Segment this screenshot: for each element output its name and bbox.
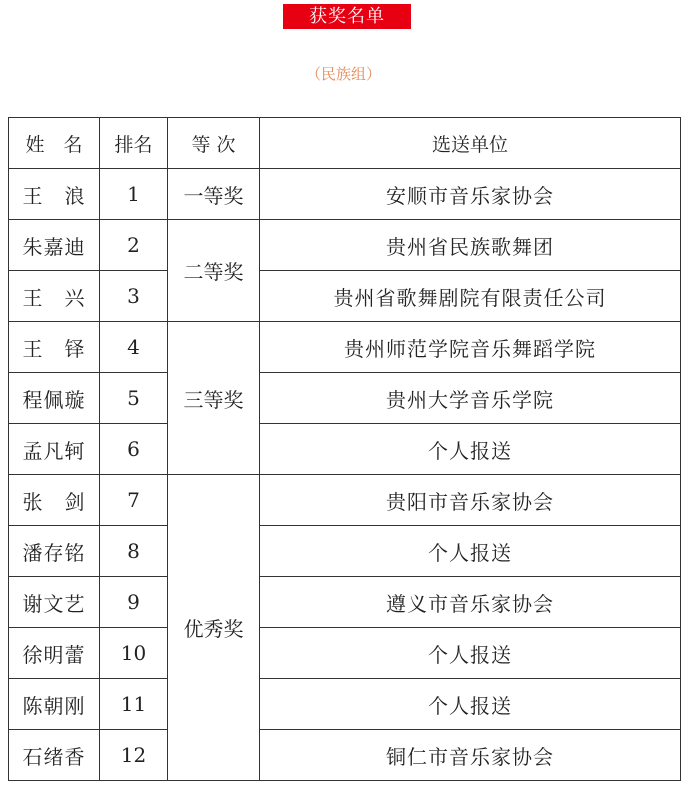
table-row — [9, 322, 681, 373]
rank-cell: 7 — [100, 475, 168, 526]
rank-cell: 10 — [100, 628, 168, 679]
name-cell: 孟凡轲 — [9, 424, 100, 475]
grade-cell-second: 二等奖 — [168, 220, 260, 322]
unit-cell: 贵州省歌舞剧院有限责任公司 — [260, 271, 681, 322]
name-cell: 王 铎 — [9, 322, 100, 373]
table-row — [9, 577, 681, 628]
table-header-row — [9, 118, 681, 169]
name-cell: 潘存铭 — [9, 526, 100, 577]
grade-cell-excellent: 优秀奖 — [168, 475, 260, 781]
column-header-rank: 排名 — [100, 118, 168, 169]
unit-cell: 个人报送 — [260, 424, 681, 475]
rank-cell: 6 — [100, 424, 168, 475]
name-cell: 石绪香 — [9, 730, 100, 781]
unit-cell: 贵州大学音乐学院 — [260, 373, 681, 424]
rank-cell: 9 — [100, 577, 168, 628]
page-title: 获奖名单 — [283, 4, 411, 29]
name-cell: 程佩璇 — [9, 373, 100, 424]
table-row — [9, 169, 681, 220]
name-cell: 王 兴 — [9, 271, 100, 322]
rank-cell: 12 — [100, 730, 168, 781]
name-cell: 王 浪 — [9, 169, 100, 220]
table-row — [9, 730, 681, 781]
column-header-unit: 选送单位 — [260, 118, 681, 169]
table-row — [9, 679, 681, 730]
rank-cell: 11 — [100, 679, 168, 730]
unit-cell: 遵义市音乐家协会 — [260, 577, 681, 628]
table-row — [9, 424, 681, 475]
name-cell: 陈朝刚 — [9, 679, 100, 730]
unit-cell: 个人报送 — [260, 679, 681, 730]
name-cell: 朱嘉迪 — [9, 220, 100, 271]
rank-cell: 4 — [100, 322, 168, 373]
unit-cell: 贵阳市音乐家协会 — [260, 475, 681, 526]
table-row — [9, 220, 681, 271]
rank-cell: 3 — [100, 271, 168, 322]
name-cell: 徐明蕾 — [9, 628, 100, 679]
table-row — [9, 271, 681, 322]
rank-cell: 8 — [100, 526, 168, 577]
rank-cell: 2 — [100, 220, 168, 271]
name-cell: 谢文艺 — [9, 577, 100, 628]
table-row — [9, 628, 681, 679]
awards-table — [8, 117, 681, 781]
grade-cell-third: 三等奖 — [168, 322, 260, 475]
rank-cell: 5 — [100, 373, 168, 424]
unit-cell: 铜仁市音乐家协会 — [260, 730, 681, 781]
column-header-grade: 等 次 — [168, 118, 260, 169]
table-row — [9, 475, 681, 526]
group-subtitle: （民族组） — [305, 65, 381, 83]
unit-cell: 个人报送 — [260, 628, 681, 679]
column-header-name: 姓 名 — [9, 118, 100, 169]
unit-cell: 贵州省民族歌舞团 — [260, 220, 681, 271]
rank-cell: 1 — [100, 169, 168, 220]
name-cell: 张 剑 — [9, 475, 100, 526]
unit-cell: 个人报送 — [260, 526, 681, 577]
unit-cell: 安顺市音乐家协会 — [260, 169, 681, 220]
table-row — [9, 373, 681, 424]
grade-cell-first: 一等奖 — [168, 169, 260, 220]
table-row — [9, 526, 681, 577]
unit-cell: 贵州师范学院音乐舞蹈学院 — [260, 322, 681, 373]
